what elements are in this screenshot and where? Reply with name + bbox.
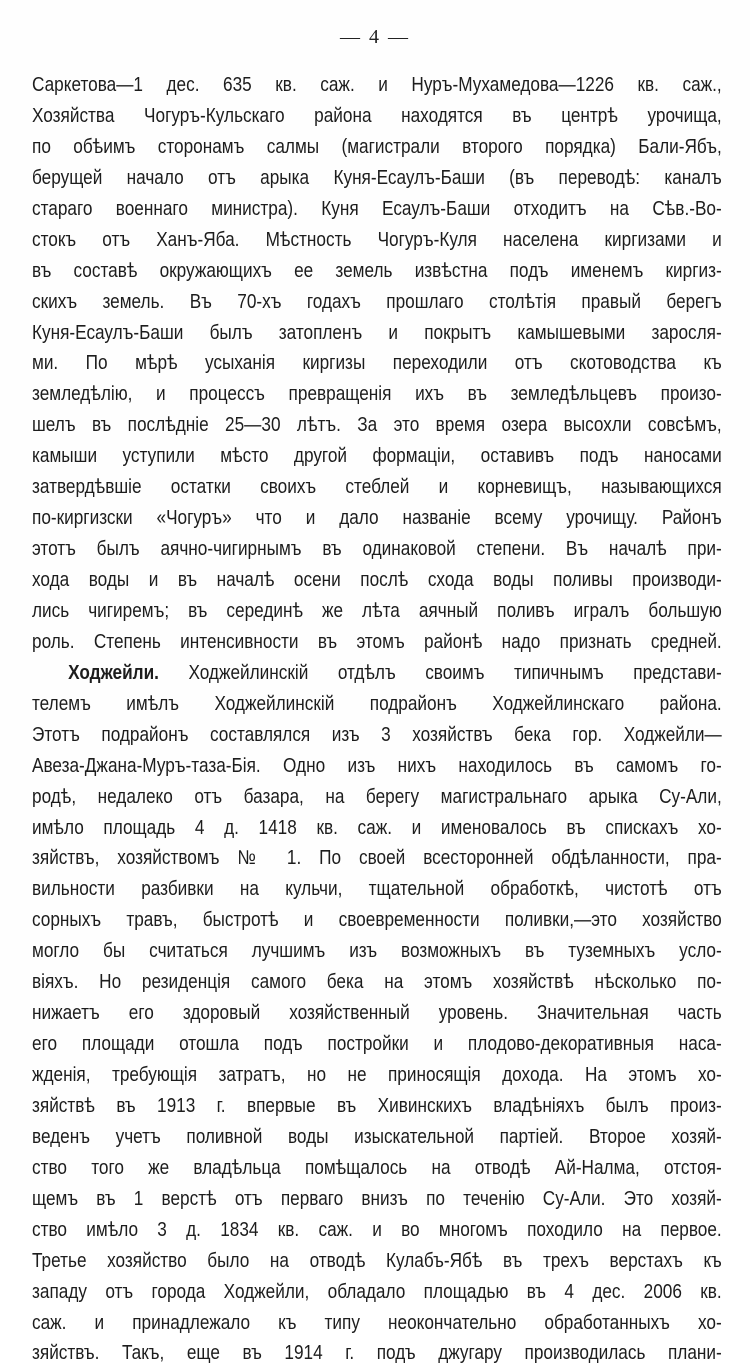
text-line: вильности разбивки на кульчи, тщательной обработкѣ, чистотѣ отъ: [32, 878, 722, 901]
text-line: Этотъ подрайонъ составлялся изъ 3 хозяйствъ бека гор. Ходжейли—: [32, 723, 722, 746]
text-line: земледѣлію, и процессъ превращенія ихъ въ земледѣльцевъ произо-: [32, 383, 722, 406]
text-line: сорныхъ травъ, быстротѣ и своевременности поливки,—это хозяйство: [32, 909, 722, 932]
text-line: ство имѣло 3 д. 1834 кв. саж. и во многомъ походило на первое.: [32, 1218, 722, 1241]
text-line: саж. и принадлежало къ типу неокончательно обработанныхъ хо-: [32, 1311, 722, 1334]
text-line: его площади отошла подъ постройки и плодово-декоративныя наса-: [32, 1033, 722, 1056]
text-line: зяйствъ, хозяйствомъ № 1. По своей всесторонней обдѣланности, пра-: [32, 847, 722, 870]
text-line: имѣло площадь 4 д. 1418 кв. саж. и именовалось въ спискахъ хо-: [32, 816, 722, 839]
text-line: этотъ былъ аячно-чигирнымъ въ одинаковой степени. Въ началѣ при-: [32, 538, 722, 561]
text-line: щемъ въ 1 верстѣ отъ перваго внизъ по теченію Су-Али. Это хозяй-: [32, 1187, 722, 1210]
text-line: Третье хозяйство было на отводѣ Кулабъ-Ябѣ въ трехъ верстахъ къ: [32, 1249, 722, 1272]
text-line: лись чигиремъ; въ серединѣ же лѣта аячный поливъ игралъ большую: [32, 599, 722, 622]
text-line: скихъ земель. Въ 70-хъ годахъ прошлаго столѣтія правый берегъ: [32, 290, 722, 313]
text-line: въ составѣ окружающихъ ее земель извѣстна подъ именемъ киргиз-: [32, 259, 722, 282]
text-line: ми. По мѣрѣ усыханія киргизы переходили отъ скотоводства къ: [32, 352, 722, 375]
text-line: веденъ учетъ поливной воды изыскательной партіей. Второе хозяй-: [32, 1125, 722, 1148]
text-line: по-киргизски «Чогуръ» что и дало названіе всему урочищу. Районъ: [32, 507, 722, 530]
text-line: зяйствъ. Такъ, еще въ 1914 г. подъ джугару производилась плани-: [32, 1342, 722, 1365]
page-number: — 4 —: [340, 26, 410, 48]
text-line: жденія, требующія затратъ, но не приносящія дохода. На этомъ хо-: [32, 1064, 722, 1086]
text-line: стараго военнаго министра). Куня Есаулъ-Баши отходитъ на Сѣв.-Во-: [32, 197, 722, 220]
body-text: [32, 70, 722, 1369]
text-line: роль. Степень интенсивности въ этомъ районѣ надо признать средней.: [32, 630, 722, 653]
text-line: телемъ имѣлъ Ходжейлинскій подрайонъ Ходжейлинскаго района.: [32, 692, 722, 715]
text-line: по обѣимъ сторонамъ салмы (магистрали второго порядка) Бали-Ябъ,: [32, 135, 722, 158]
text-line: шелъ въ послѣдніе 25—30 лѣтъ. За это время озера высохли совсѣмъ,: [32, 414, 722, 437]
text-line: хода воды и въ началѣ осени послѣ схода воды поливы производи-: [32, 569, 722, 591]
text-line: стокъ отъ Ханъ-Яба. Мѣстность Чогуръ-Куля населена киргизами и: [32, 228, 722, 251]
text-line: Авеза-Джана-Муръ-таза-Бія. Одно изъ нихъ находилось въ самомъ го-: [32, 754, 722, 777]
text-line: камыши уступили мѣсто другой формаціи, оставивъ подъ наносами: [32, 445, 722, 468]
text-line: родѣ, недалеко отъ базара, на берегу магистральнаго арыка Су-Али,: [32, 785, 722, 808]
section-heading: Ходжейли.: [68, 661, 159, 684]
text-line: Куня-Есаулъ-Баши былъ затопленъ и покрытъ камышевыми заросля-: [32, 321, 722, 344]
paragraph-first-line: [32, 658, 722, 689]
text-line: Саркетова—1 дес. 635 кв. саж. и Нуръ-Мухамедова—1226 кв. саж.,: [32, 74, 722, 96]
text-line: Хозяйства Чогуръ-Кульскаго района находятся въ центрѣ урочища,: [32, 104, 722, 127]
text-line: нижаетъ его здоровый хозяйственный уровень. Значительная часть: [32, 1002, 722, 1025]
text-line: могло бы считаться лучшимъ изъ возможныхъ въ туземныхъ усло-: [32, 940, 722, 963]
text-line: берущей начало отъ арыка Куня-Есаулъ-Баши (въ переводѣ: каналъ: [32, 166, 722, 189]
text-line: западу отъ города Ходжейли, обладало площадью въ 4 дес. 2006 кв.: [32, 1280, 722, 1303]
text-line: віяхъ. Но резиденція самого бека на этомъ хозяйствѣ нѣсколько по-: [32, 971, 722, 994]
text-line: зяйствѣ въ 1913 г. впервые въ Хивинскихъ владѣніяхъ былъ произ-: [32, 1094, 722, 1117]
text-line: затвердѣвшіе остатки своихъ стеблей и корневищъ, называющихся: [32, 476, 722, 499]
text-span: Ходжейлинскій отдѣлъ своимъ типичнымъ представи-: [158, 661, 722, 684]
text-line: ство того же владѣльца помѣщалось на отводѣ Ай-Налма, отстоя-: [32, 1156, 722, 1179]
